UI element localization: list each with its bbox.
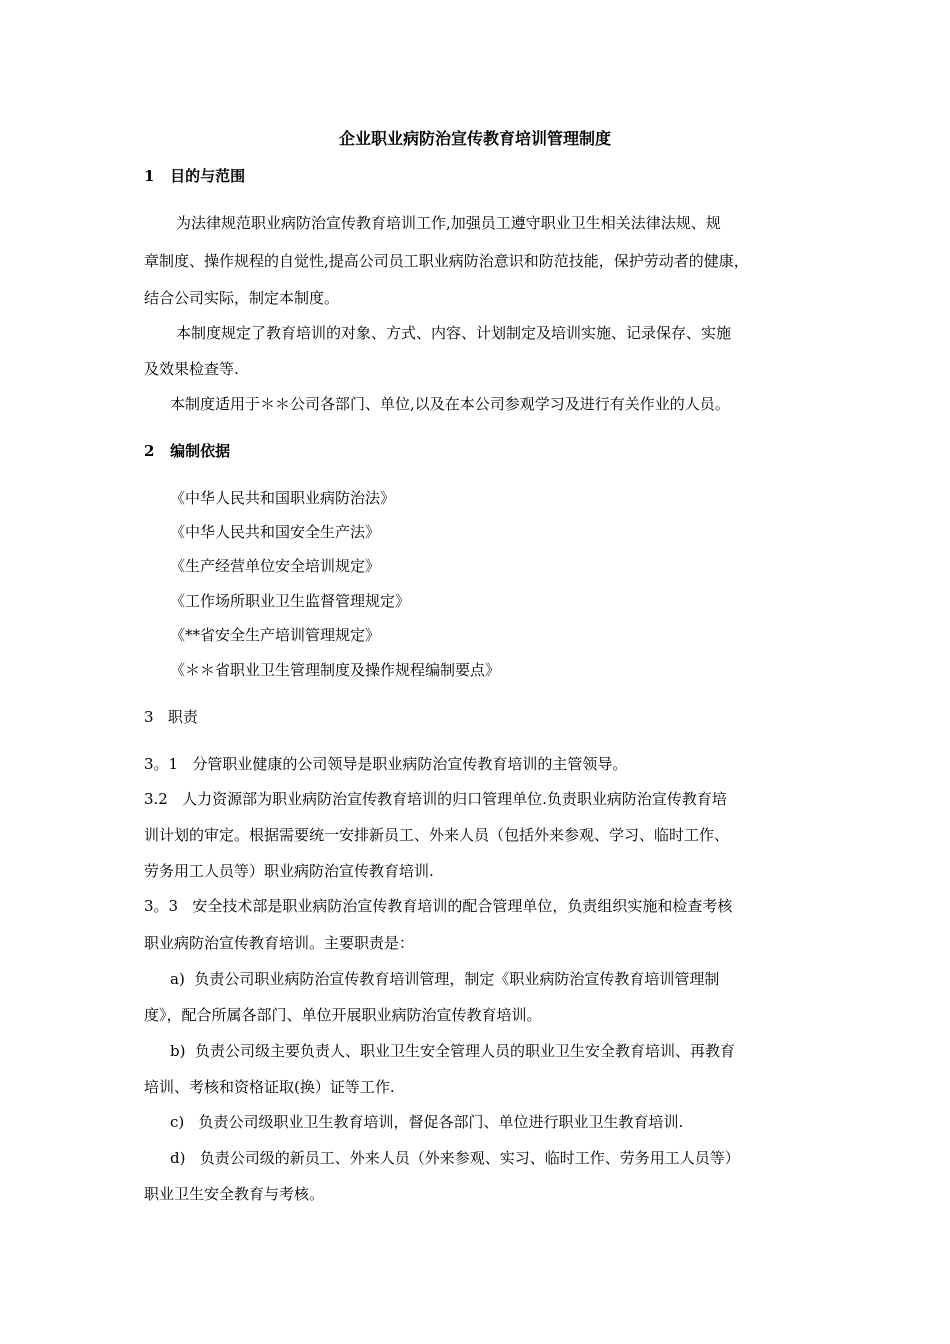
reference-item: 《**省安全生产培训管理规定》 (170, 626, 381, 644)
reference-item: 《工作场所职业卫生监督管理规定》 (170, 592, 411, 610)
paragraph-line: 劳务用工人员等）职业病防治宣传教育培训. (144, 862, 434, 880)
paragraph-line: 本制度规定了教育培训的对象、方式、内容、计划制定及培训实施、记录保存、实施 (176, 324, 732, 342)
paragraph-line: 职业病防治宣传教育培训。主要职责是： (144, 934, 415, 952)
paragraph-line: 度》，配合所属各部门、单位开展职业病防治宣传教育培训。 (144, 1006, 542, 1024)
document-title: 企业职业病防治宣传教育培训管理制度 (338, 129, 611, 148)
paragraph-line: 3.2 人力资源部为职业病防治宣传教育培训的归口管理单位.负责职业病防治宣传教育培 (144, 790, 727, 808)
paragraph-line: 职业卫生安全教育与考核。 (144, 1185, 325, 1203)
section-1-heading: 1 目的与范围 (144, 167, 246, 185)
list-item-c: c) 负责公司级职业卫生教育培训，督促各部门、单位进行职业卫生教育培训. (170, 1113, 684, 1131)
section-2-heading: 2 编制依据 (144, 442, 231, 460)
list-item-b: b) 负责公司级主要负责人、职业卫生安全管理人员的职业卫生安全教育培训、再教育 (170, 1042, 735, 1060)
paragraph-line: 训计划的审定。根据需要统一安排新员工、外来人员（包括外来参观、学习、临时工作、 (144, 826, 730, 844)
reference-item: 《中华人民共和国安全生产法》 (170, 523, 381, 541)
paragraph-line: 3。3 安全技术部是职业病防治宣传教育培训的配合管理单位，负责组织实施和检查考核 (144, 897, 733, 915)
reference-item: 《中华人民共和国职业病防治法》 (170, 489, 396, 507)
paragraph-line: 结合公司实际，制定本制度。 (144, 289, 340, 307)
list-item-d: d) 负责公司级的新员工、外来人员（外来参观、实习、临时工作、劳务用工人员等） (170, 1149, 740, 1167)
paragraph-line: 3。1 分管职业健康的公司领导是职业病防治宣传教育培训的主管领导。 (144, 755, 628, 773)
paragraph-line: 为法律规范职业病防治宣传教育培训工作,加强员工遵守职业卫生相关法律法规、规 (176, 214, 721, 232)
section-3-heading: 3 职责 (144, 708, 198, 726)
reference-item: 《生产经营单位安全培训规定》 (170, 557, 381, 575)
paragraph-line: 章制度、操作规程的自觉性,提高公司员工职业病防治意识和防范技能，保护劳动者的健康， (144, 252, 749, 270)
list-item-a: a) 负责公司职业病防治宣传教育培训管理，制定《职业病防治宣传教育培训管理制 (170, 970, 720, 988)
reference-item: 《＊＊省职业卫生管理制度及操作规程编制要点》 (170, 661, 501, 679)
paragraph-line: 培训、考核和资格证取(换）证等工作. (144, 1078, 395, 1096)
paragraph-line: 本制度适用于＊＊公司各部门、单位,以及在本公司参观学习及进行有关作业的人员。 (170, 395, 730, 413)
paragraph-line: 及效果检查等. (144, 360, 239, 378)
